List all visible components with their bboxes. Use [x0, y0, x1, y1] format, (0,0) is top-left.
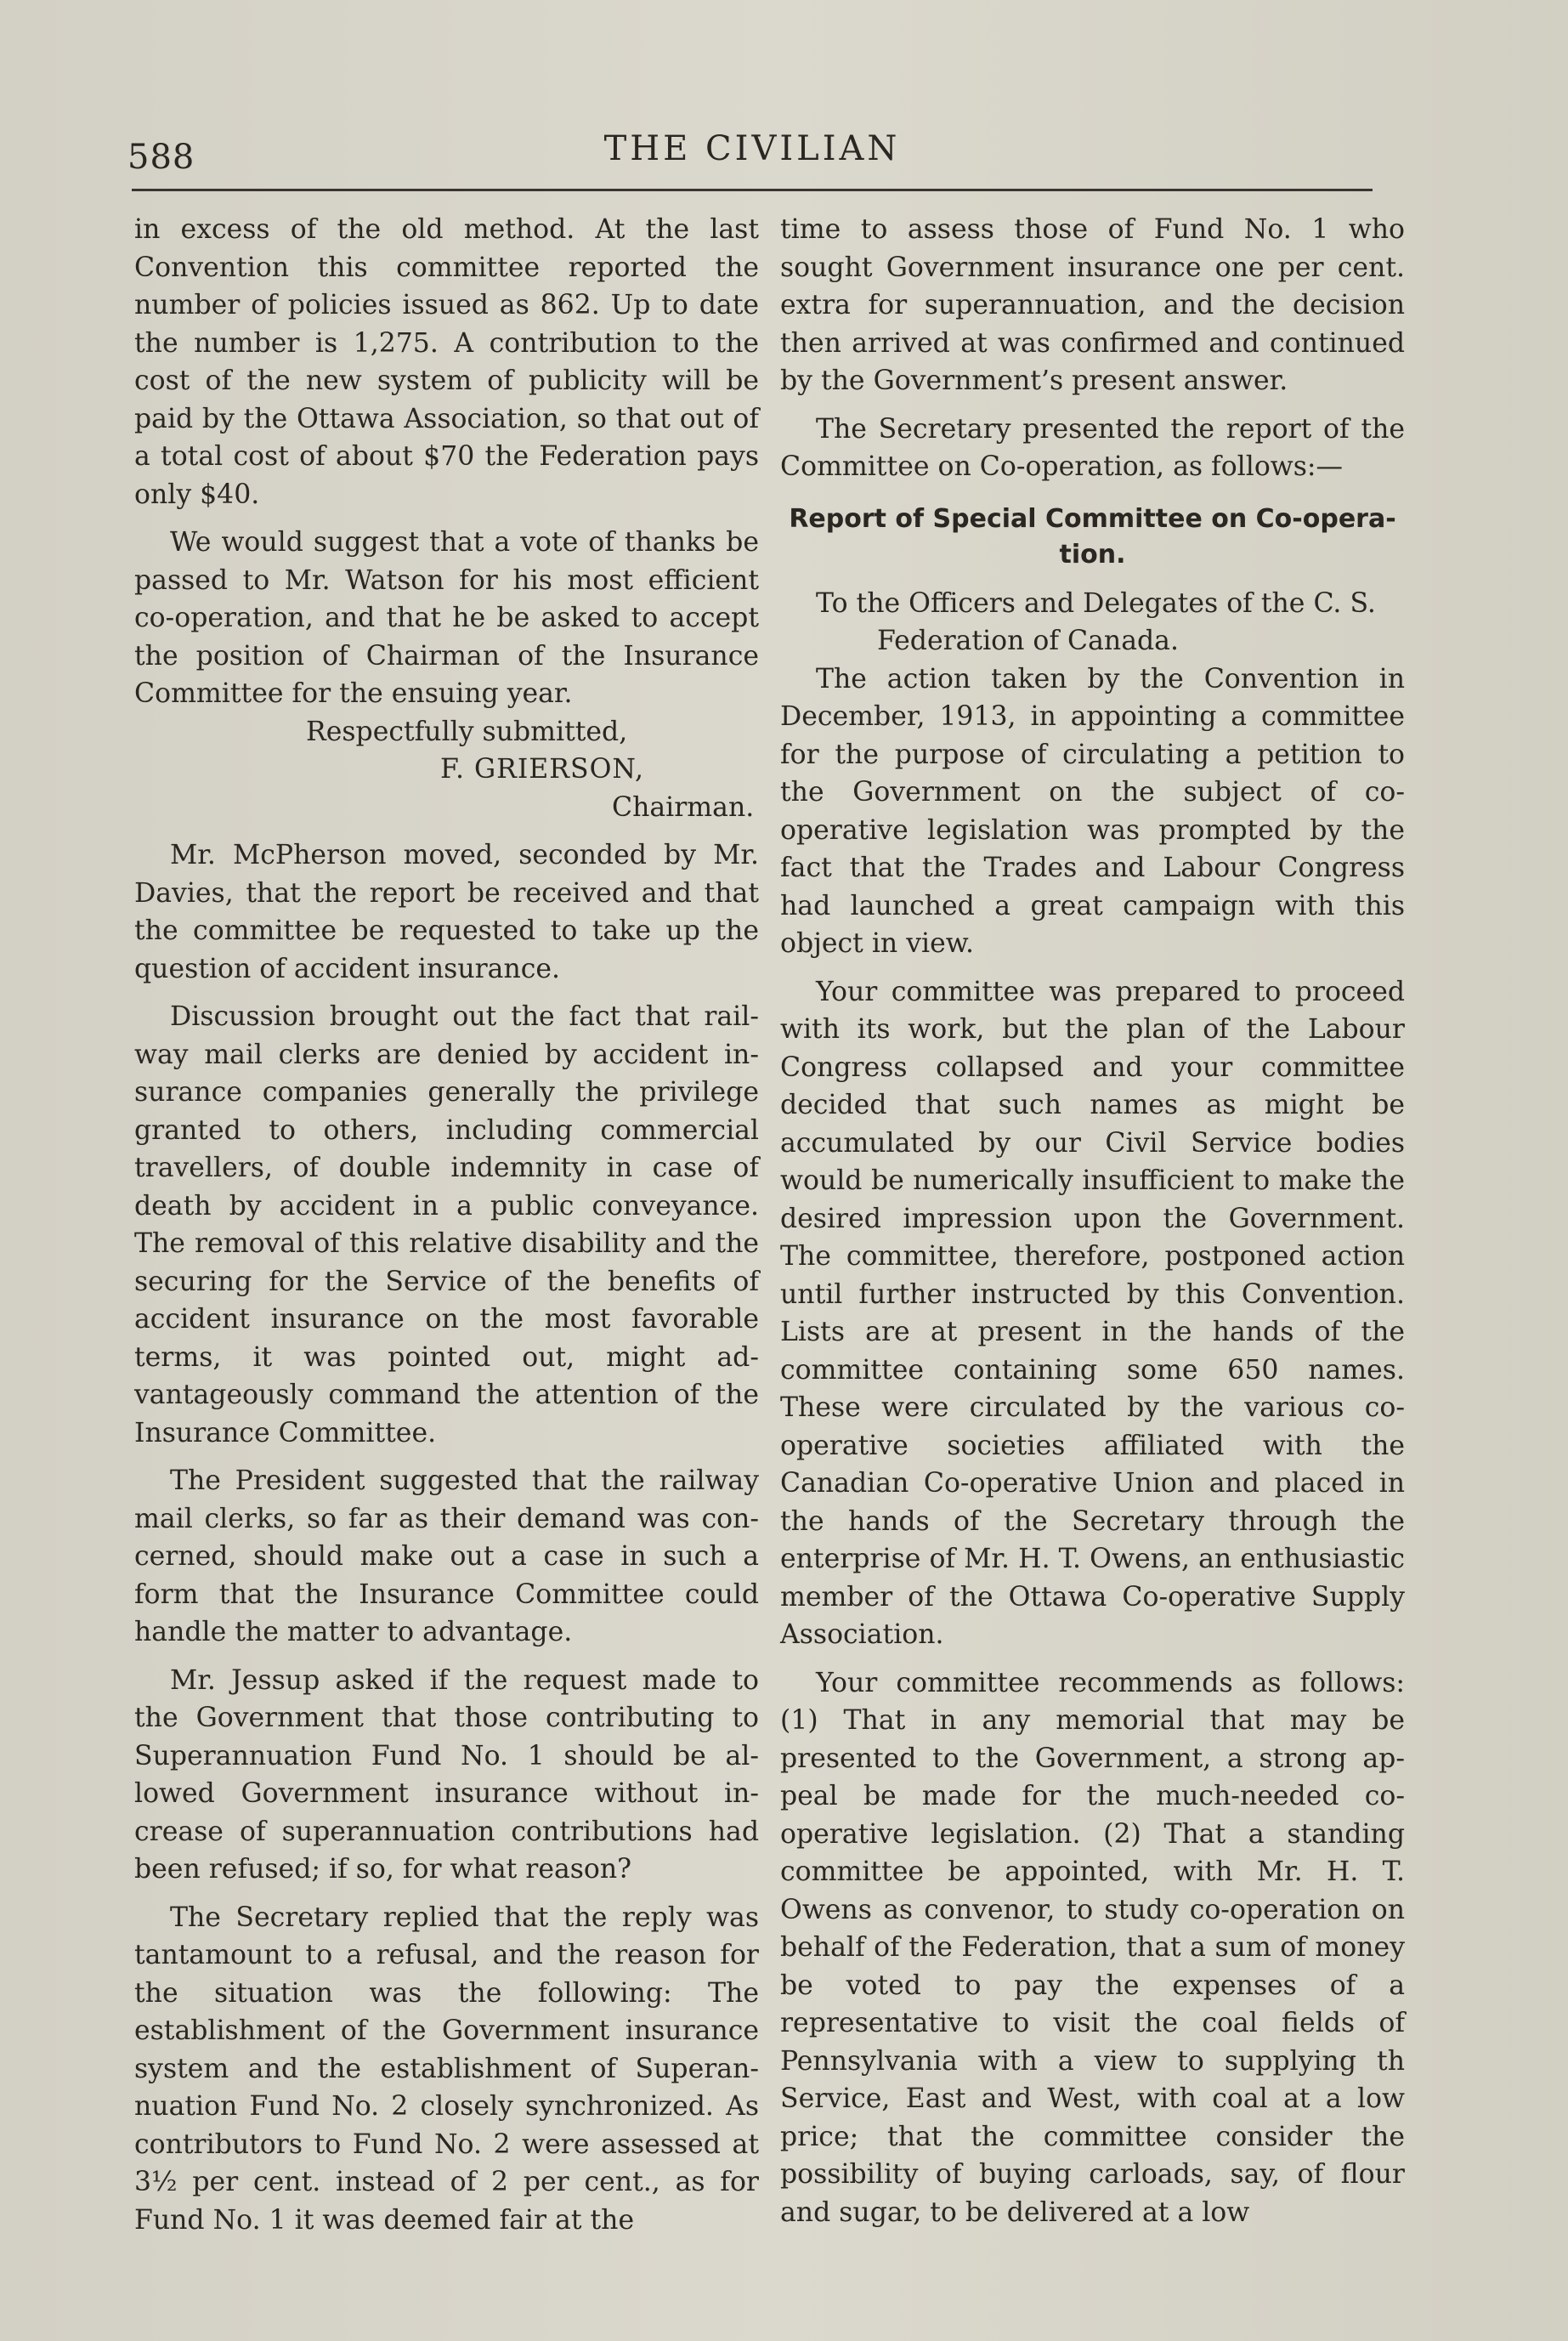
paragraph: in excess of the old method. At the last Convention this committee reported the number of policies issued as 862. Up to date the number is 1,275. A contribution to the cost of the new system of publicity will be paid by the Ottawa Association, so that out of a total cost of about $70 the Federation pays only $40. [134, 214, 759, 510]
signature-name: F. GRIERSON, [440, 754, 644, 785]
paragraph: Your committee recommends as follows: (1) That in any memorial that may be presented to the Government, a strong appeal be made for the much-needed co-operative legislation. (2) That a standing committee be appointed, with Mr. H. T. Owens as convenor, to study co-operation on behalf of the Federation, that a sum of money be voted to pay the expenses of a representative to visit the coal fields of Pennsylvania with a view to supplying th Service, East and West, with coal at a low price; that the committee consider the possibility of buying carloads, say, of flour and sugar, to be delivered at a low [780, 1667, 1405, 2228]
paragraph: The action taken by the Convention in December, 1913, in appointing a committee for the purpose of circulating a petition to the Government on the subject of co-operative legislation was prompted by the fact that the Trades and Labour Congress had launched a great campaign with this object in view. [780, 663, 1405, 959]
page-header [127, 126, 1377, 185]
paragraph: Discussion brought out the fact that railway mail clerks are denied by accident insurance companies generally the privilege granted to others, including commercial travellers, of double indemnity in case of death by accident in a public conveyance. The removal of this relative disability and the securing for the Service of the benefits of accident insurance on the most favorable terms, it was pointed out, might advantageously command the attention of the Insurance Committee. [134, 1001, 759, 1448]
paragraph: time to assess those of Fund No. 1 who sought Government insurance one per cent. extra for superannuation, and the decision then arrived at was confirmed and continued by the Government’s present answer. [780, 214, 1405, 396]
signature-respectfully: Respectfully submitted, [306, 716, 628, 747]
paragraph: Mr. McPherson moved, seconded by Mr. Davies, that the report be received and that the committee be requested to take up the question of accident insurance. [134, 840, 759, 984]
running-title: THE CIVILIAN [603, 129, 901, 168]
paragraph: The Secretary presented the report of the Committee on Co-operation, as follows:— [780, 413, 1405, 482]
salutation [780, 585, 1405, 660]
paragraph: We would suggest that a vote of thanks be passed to Mr. Watson for his most efficient co-operation, and that he be asked to accept the position of Chairman of the Insurance Committee for the ensuing year. [134, 527, 759, 709]
salutation-line-2: Federation of Canada. [877, 626, 1179, 656]
signature-role: Chairman. [612, 791, 755, 823]
left-column [134, 211, 759, 2242]
salutation-line-1: To the Officers and Delegates of the C. S. [816, 587, 1376, 619]
header-rule [132, 189, 1373, 191]
report-title: Report of Special Committee on Co-operation. [789, 503, 1396, 570]
right-column [780, 211, 1405, 2242]
paragraph: The President suggested that the railway mail clerks, so far as their demand was concerned, should make out a case in such a form that the Insurance Committee could handle the matter to advantage. [134, 1465, 759, 1647]
paragraph: Mr. Jessup asked if the request made to the Government that those contributing to Superannuation Fund No. 1 should be allowed Government insurance without increase of superannuation contributions had been refused; if so, for what reason? [134, 1664, 759, 1885]
paragraph: The Secretary replied that the reply was tantamount to a refusal, and the reason for the situation was the following: The establishment of the Government insurance system and the establishment of Superannuation Fund No. 2 closely synchronized. As contributors to Fund No. 2 were assessed at 3½ per cent. instead of 2 per cent., as for Fund No. 1 it was deemed fair at the [134, 1902, 759, 2236]
page-number: 588 [127, 138, 195, 177]
paragraph: Your committee was prepared to proceed with its work, but the plan of the Labour Congress collapsed and your committee decided that such names as might be accumulated by our Civil Service bodies would be numerically insufficient to make the desired impression upon the Government. The committee, therefore, postponed action until further instructed by this Convention. Lists are at present in the hands of the committee containing some 650 names. These were circulated by the various co-operative societies affiliated with the Canadian Co-operative Union and placed in the hands of the Secretary through the enterprise of Mr. H. T. Owens, an enthusiastic member of the Ottawa Co-operative Supply Association. [780, 976, 1405, 1650]
